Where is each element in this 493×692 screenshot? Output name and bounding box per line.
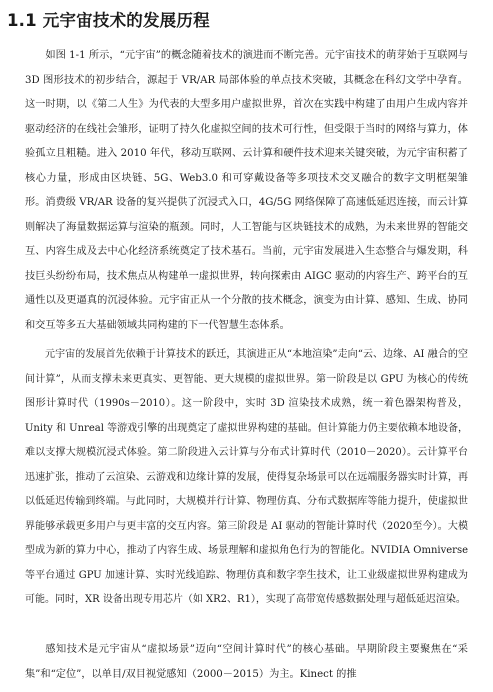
section-heading: 1.1 元宇宙技术的发展历程 bbox=[7, 11, 210, 30]
body-paragraph: 感知技术是元宇宙从“虚拟场景”迈向“空间计算时代”的核心基础。早期阶段主要聚焦在“采集”和“定位”，以单目/双目视觉感知（2000－2015）为主。Kinect 的推 bbox=[25, 644, 468, 680]
body-paragraph: 如图 1-1 所示，“元宇宙”的概念随着技术的演进而不断完善。元宇宙技术的萌芽始于互联网与 3D 图形技术的初步结合，源起于 VR/AR 局部体验的单点技术突破，其概念在科幻文学中孕育。这一时期，以《第二人生》为代表的大型多用户虚拟世界，首次在实践中构建了由用户生成内容并驱动经济的在线社会雏形，证明了持久化虚拟空间的技术可行性，但受限于当时的网络与算力，体验孤立且粗糙。进入 2010 年代，移动互联网、云计算和硬件技术迎来关键突破，为元宇宙积蓄了核心力量，形成由区块链、5G、Web3.0 和可穿戴设备等多项技术交叉融合的数字文明框架雏形。消费级 VR/AR 设备的复兴提供了沉浸式入口，4G/5G 网络保障了高速低延迟连接，而云计算则解决了海量数据运算与渲染的瓶颈。同时，人工智能与区块链技术的成熟，为未来世界的智能交互、内容生成及去中心化经济系统奠定了技术基石。当前，元宇宙发展进入生态整合与爆发期，科技巨头纷纷布局，技术焦点从构建单一虚拟世界，转向探索由 AIGC 驱动的内容生产、跨平台的互通性以及更逼真的沉浸体验。元宇宙正从一个分散的技术概念，演变为由计算、感知、生成、协同和交互等多五大基础领域共同构建的下一代智慧生态体系。 bbox=[25, 50, 468, 331]
body-paragraph: 元宇宙的发展首先依赖于计算技术的跃迁，其演进正从“本地渲染”走向“云、边缘、AI 融合的空间计算”，从而支撑未来更真实、更智能、更大规模的虚拟世界。第一阶段是以 GPU 为核心的传统图形计算时代（1990s－2010）。这一阶段中，实时 3D 渲染技术成熟，统一着色器架构普及，Unity 和 Unreal 等游戏引擎的出现奠定了虚拟世界构建的基础。但计算能力仍主要依赖本地设备，难以支撑大规模沉浸式体验。第二阶段进入云计算与分布式计算时代（2010－2020）。云计算平台迅速扩张，推动了云渲染、云游戏和边缘计算的发展，使得复杂场景可以在远端服务器实时计算，再以低延迟传输到终端。与此同时，大规模并行计算、物理仿真、分布式数据库等能力提升，使虚拟世界能够承载更多用户与更丰富的交互内容。第三阶段是 AI 驱动的智能计算时代（2020至今）。大模型成为新的算力中心，推动了内容生成、场景理解和虚拟角色行为的智能化。NVIDIA Omniverse 等平台通过 GPU 加速计算、实时光线追踪、物理仿真和数字孪生技术，让工业级虚拟世界构建成为可能。同时，XR 设备出现专用芯片（如 XR2、R1），实现了高带宽传感数据处理与超低延迟渲染。 bbox=[25, 349, 468, 605]
